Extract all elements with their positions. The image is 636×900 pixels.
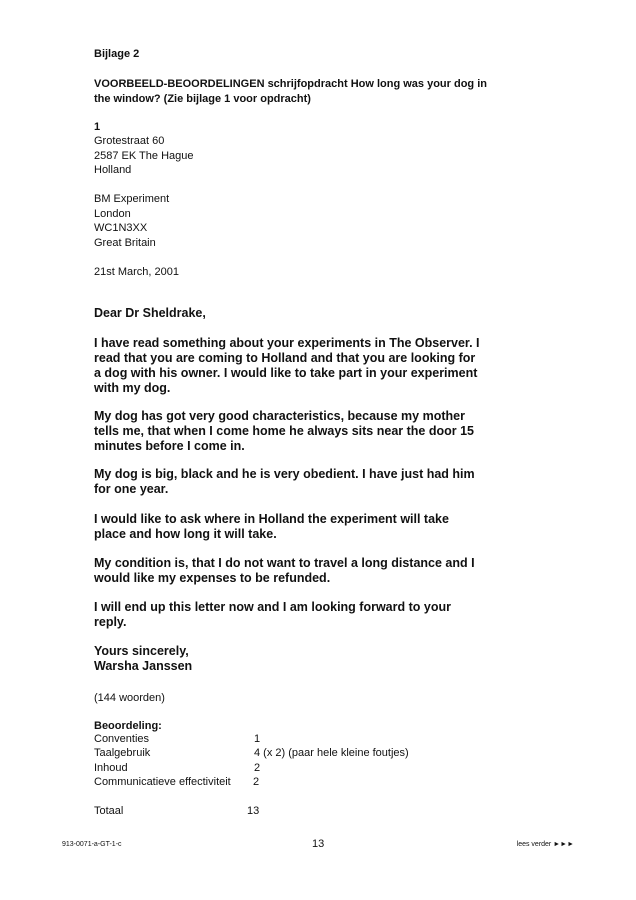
title-line: the window? (Zie bijlage 1 voor opdracht) (94, 92, 311, 105)
criterion-score: 1 (254, 733, 261, 745)
paragraph-line: would like my expenses to be refunded. (94, 571, 331, 585)
criterion-score: 2 (253, 776, 260, 788)
paragraph-line: I have read something about your experiments in The Observer. I (94, 336, 480, 350)
address-line: Holland (94, 164, 132, 176)
sender-address (94, 134, 193, 178)
assessment-heading: Beoordeling: (94, 720, 162, 732)
paragraph-line: My condition is, that I do not want to travel a long distance and I (94, 556, 475, 570)
paragraph (94, 600, 451, 630)
assessment-row (94, 733, 261, 745)
criterion-label: Conventies (94, 733, 150, 745)
document-title (94, 77, 487, 106)
assessment-row (94, 762, 261, 774)
address-line: Grotestraat 60 (94, 135, 165, 147)
page-number: 13 (312, 838, 325, 850)
assessment-row (94, 776, 260, 788)
assessment-row (94, 747, 409, 759)
document-code: 913-0071-a-GT-1-c (62, 841, 122, 848)
criterion-label: Taalgebruik (94, 747, 151, 759)
criterion-score: 4 (x 2) (paar hele kleine foutjes) (254, 747, 409, 759)
paragraph (94, 409, 474, 454)
criterion-score: 2 (254, 762, 261, 774)
address-line: BM Experiment (94, 193, 170, 205)
paragraph-line: I will end up this letter now and I am looking forward to your (94, 600, 451, 614)
paragraph-line: minutes before I come in. (94, 439, 245, 453)
signature: Warsha Janssen (94, 659, 193, 673)
salutation: Dear Dr Sheldrake, (94, 306, 206, 320)
continue-indicator: lees verder ►►► (516, 841, 574, 848)
total-row (94, 805, 260, 817)
paragraph-line: I would like to ask where in Holland the experiment will take (94, 512, 449, 526)
paragraph-line: a dog with his owner. I would like to take part in your experiment (94, 366, 478, 380)
paragraph-line: My dog is big, black and he is very obedient. I have just had him (94, 467, 475, 481)
paragraph-line: reply. (94, 615, 127, 629)
paragraph-line: My dog has got very good characteristics, because my mother (94, 409, 465, 423)
word-count: (144 woorden) (94, 692, 165, 704)
address-line: London (94, 207, 131, 220)
total-label: Totaal (94, 805, 124, 817)
paragraph (94, 556, 475, 586)
paragraph-line: with my dog. (94, 381, 171, 395)
paragraph (94, 512, 449, 542)
paragraph-line: read that you are coming to Holland and that you are looking for (94, 351, 476, 365)
paragraph-line: for one year. (94, 482, 169, 496)
closing-block (94, 644, 192, 674)
paragraph-line: place and how long it will take. (94, 527, 277, 541)
bijlage-label: Bijlage 2 (94, 48, 140, 60)
closing: Yours sincerely, (94, 644, 189, 658)
sender-number: 1 (94, 121, 101, 133)
paragraph-line: tells me, that when I come home he always sits near the door 15 (94, 424, 474, 438)
criterion-label: Inhoud (94, 762, 128, 774)
recipient-address (94, 192, 169, 250)
criterion-label: Communicatieve effectiviteit (94, 776, 231, 788)
title-line: VOORBEELD-BEOORDELINGEN schrijfopdracht How long was your dog in (94, 78, 487, 90)
address-line: Great Britain (94, 236, 156, 249)
address-line: WC1N3XX (94, 222, 148, 234)
paragraph (94, 336, 480, 396)
total-score: 13 (247, 805, 260, 817)
address-line: 2587 EK The Hague (94, 149, 194, 162)
paragraph (94, 467, 475, 497)
letter-date: 21st March, 2001 (94, 266, 179, 278)
